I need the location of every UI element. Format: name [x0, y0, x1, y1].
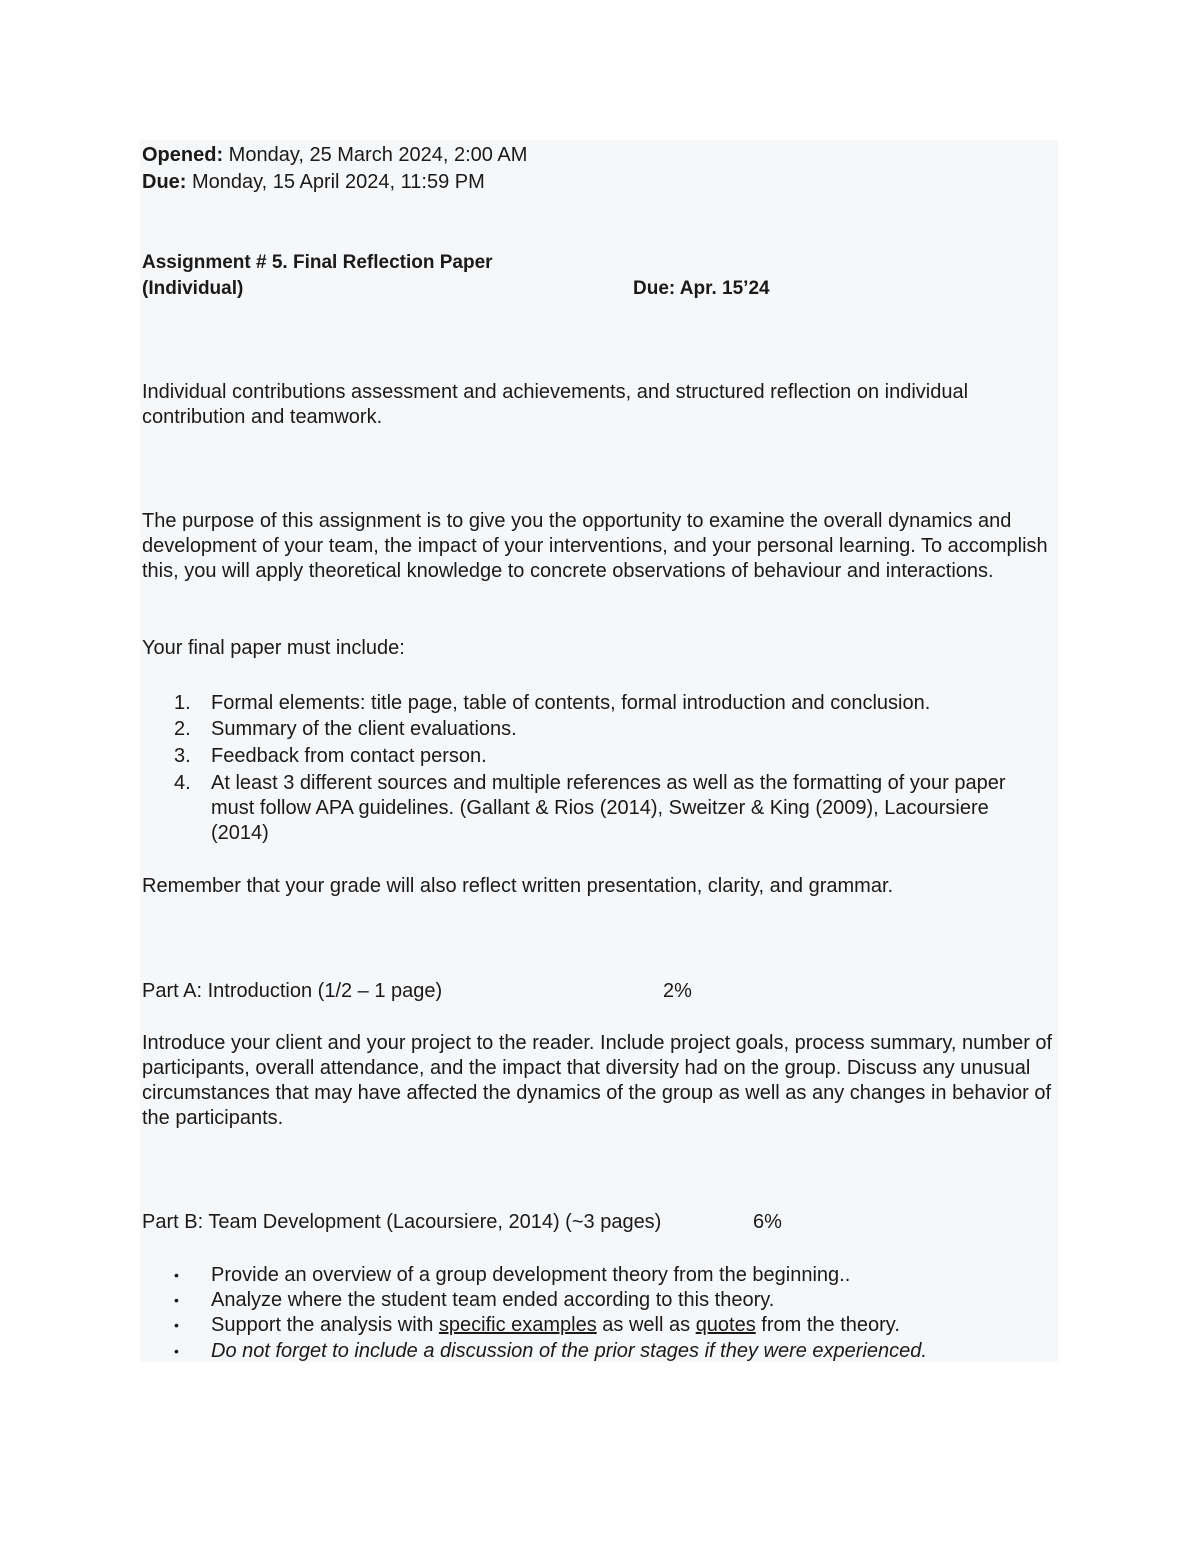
- include-intro: Your final paper must include:: [142, 637, 405, 659]
- list-item-text: Analyze where the student team ended according to this theory.: [211, 1289, 775, 1311]
- part-a-weight: 2%: [663, 980, 692, 1002]
- list-item-text: At least 3 different sources and multiple references as well as the formatting of your paper must follow APA guidelines. (Gallant & Rios (2014), Sweitzer & King (2009), Lacoursiere (2014): [211, 772, 1006, 844]
- assignment-due-short: Due: Apr. 15’24: [633, 278, 770, 299]
- list-item-text: Provide an overview of a group development theory from the beginning..: [211, 1264, 851, 1286]
- part-a-title: Part A: Introduction (1/2 – 1 page): [142, 980, 443, 1002]
- list-number: 1.: [174, 692, 191, 714]
- text-segment: Support the analysis with: [211, 1314, 439, 1336]
- due-label: Due:: [142, 171, 187, 193]
- list-item-text: Feedback from contact person.: [211, 745, 487, 767]
- part-a-body: Introduce your client and your project to the reader. Include project goals, process summary, number of participants, overall attendance, and the impact that diversity had on the group. Discuss any unusual circumstances that may have affected the dynamics of the group as well as any changes in behavior of the participants.: [142, 1032, 1053, 1129]
- bullet-icon: •: [174, 1343, 179, 1359]
- text-segment: as well as: [596, 1314, 696, 1336]
- list-item-text: [211, 1313, 1041, 1338]
- opened-value: Monday, 25 March 2024, 2:00 AM: [223, 144, 528, 166]
- underlined-phrase: quotes: [695, 1314, 756, 1336]
- intro-paragraph: Individual contributions assessment and achievements, and structured reflection on individual contribution and teamwork.: [142, 381, 969, 428]
- assignment-type: (Individual): [142, 278, 244, 299]
- list-number: 3.: [174, 745, 191, 767]
- text-segment: from the theory.: [755, 1314, 900, 1336]
- list-item-text: Do not forget to include a discussion of the prior stages if they were experienced.: [211, 1340, 927, 1362]
- bullet-icon: •: [174, 1317, 179, 1333]
- part-b-weight: 6%: [753, 1211, 782, 1233]
- due-line: [142, 170, 485, 195]
- bullet-icon: •: [174, 1292, 179, 1308]
- part-b-title: Part B: Team Development (Lacoursiere, 2014) (~3 pages): [142, 1211, 662, 1233]
- due-value: Monday, 15 April 2024, 11:59 PM: [186, 171, 485, 193]
- list-number: 4.: [174, 772, 191, 794]
- assignment-title: Assignment # 5. Final Reflection Paper: [142, 252, 493, 273]
- bullet-icon: •: [174, 1267, 179, 1283]
- list-item-text: Formal elements: title page, table of contents, formal introduction and conclusion.: [211, 692, 931, 714]
- assignment-content: [140, 140, 1058, 1362]
- remember-note: Remember that your grade will also reflect written presentation, clarity, and grammar.: [142, 875, 894, 897]
- list-item-text: Summary of the client evaluations.: [211, 718, 517, 740]
- underlined-phrase: specific examples: [438, 1314, 597, 1336]
- list-number: 2.: [174, 718, 191, 740]
- purpose-paragraph: The purpose of this assignment is to give you the opportunity to examine the overall dynamics and development of your team, the impact of your interventions, and your personal learning. To accomplish this, you will apply theoretical knowledge to concrete observations of behaviour and interactions.: [142, 510, 1048, 582]
- opened-label: Opened:: [142, 144, 224, 166]
- opened-line: [142, 143, 527, 168]
